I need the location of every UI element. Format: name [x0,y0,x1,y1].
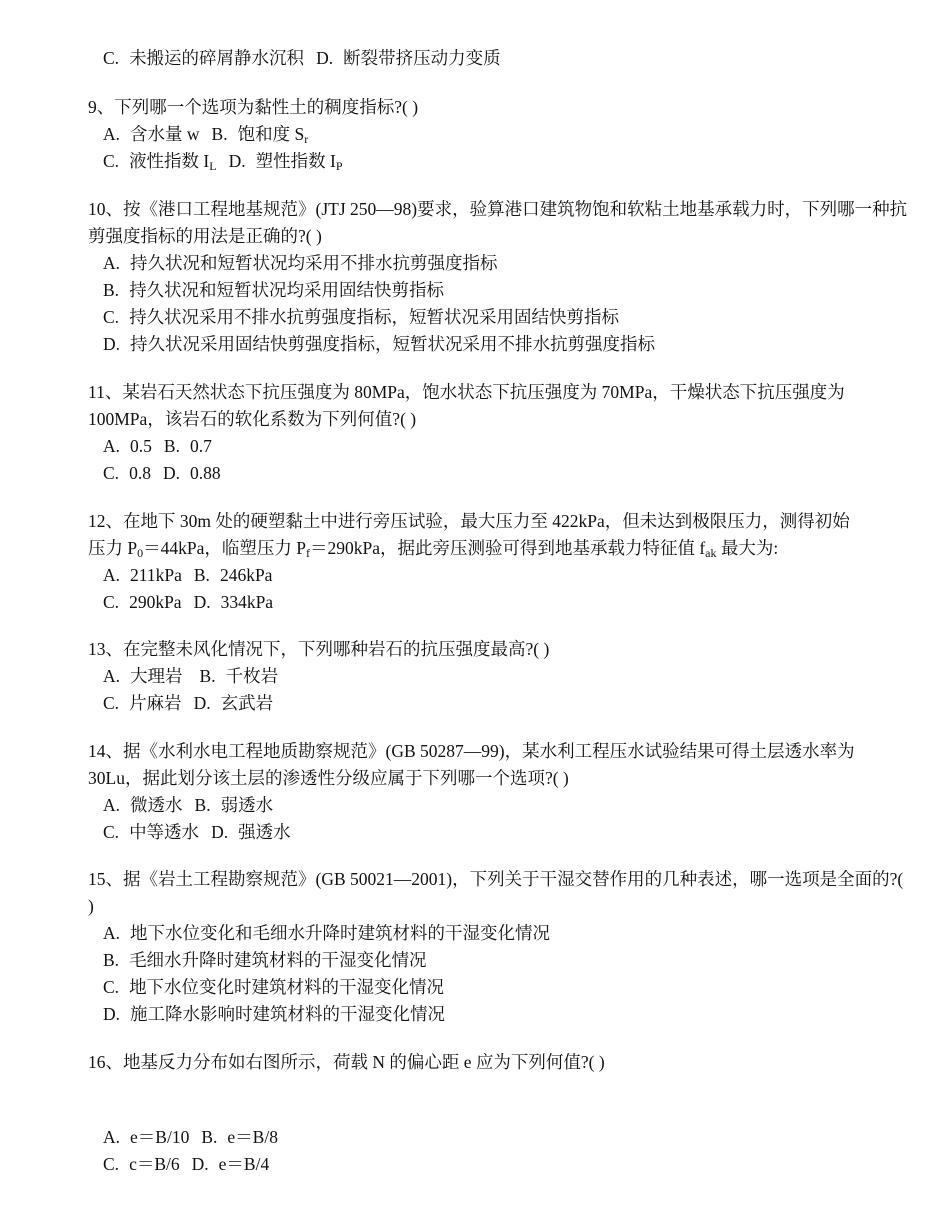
q10-option-d [103,331,655,358]
option-label: A. [103,666,121,686]
option-label: B. [201,1127,218,1147]
q8-options-cd [103,45,501,72]
subscript: ak [705,546,717,560]
option-text: 地下水位变化和毛细水升降时建筑材料的干湿变化情况 [130,923,551,943]
option-label: A. [103,565,121,585]
option-text: 0.8 [129,463,151,483]
q14-options-ab [103,792,273,819]
option-text: 含水量 w [130,124,200,144]
option-label: D. [193,693,211,713]
stem-part: 压力 P [88,538,138,558]
option-label: D. [103,334,121,354]
option-label: B. [194,795,211,815]
q15-option-b [103,947,427,974]
stem-part: ＝290kPa，据此旁压测验可得到地基承载力特征值 f [309,538,706,558]
q11-options-ab [103,433,212,460]
q14-options-cd [103,819,291,846]
option-label: A. [103,436,121,456]
option-text: e＝B/4 [218,1154,270,1174]
option-label: C. [103,151,120,171]
q15-stem: 15、据《岩土工程勘察规范》(GB 50021—2001)，下列关于干湿交替作用的几种表述，哪一选项是全面的?( ) [88,869,904,916]
option-label: B. [199,666,216,686]
option-label: D. [162,463,180,483]
option-text: 大理岩 [130,666,183,686]
option-text: 0.5 [130,436,152,456]
option-label: A. [103,124,121,144]
q12-options-ab [103,562,272,589]
option-text: 塑性指数 I [255,151,336,171]
option-text: 中等透水 [129,822,200,842]
option-label: B. [103,280,120,300]
stem-part: 最大为: [716,538,779,558]
option-text: 持久状况采用不排水抗剪强度指标，短暂状况采用固结快剪指标 [129,307,620,327]
option-text: 290kPa [129,592,182,612]
q14-stem: 14、据《水利水电工程地质勘察规范》(GB 50287—99)，某水利工程压水试验结果可得土层透水率为 30Lu，据此划分该土层的渗透性分级应属于下列哪一个选项?( ) [88,741,855,788]
option-label: D. [316,48,334,68]
q10-option-c [103,304,619,331]
option-text: 液性指数 I [129,151,210,171]
option-label: A. [103,923,121,943]
option-text: 0.88 [189,463,221,483]
option-text: 强透水 [238,822,291,842]
q9-options-cd [103,148,343,175]
option-text: c＝B/6 [129,1154,180,1174]
q11-stem: 11、某岩石天然状态下抗压强度为 80MPa，饱水状态下抗压强度为 70MPa，干燥状态下抗压强度为 100MPa，该岩石的软化系数为下列何值?( ) [88,382,845,429]
q10-stem: 10、按《港口工程地基规范》(JTJ 250—98)要求，验算港口建筑物饱和软粘土地基承载力时，下列哪一种抗剪强度指标的用法是正确的?( ) [88,199,908,246]
q12-stem-line1: 12、在地下 30m 处的硬塑黏土中进行旁压试验，最大压力至 422kPa，但未达到极限压力，测得初始 [88,511,850,531]
option-text: 211kPa [130,565,182,585]
option-label: B. [193,565,210,585]
subscript: r [304,132,309,146]
option-label: C. [103,1154,120,1174]
q10-option-a [103,250,498,277]
stem-part: ＝44kPa，临塑压力 P [143,538,306,558]
option-label: D. [103,1004,121,1024]
option-text: 千枚岩 [225,666,279,686]
option-label: D. [211,822,229,842]
option-label: A. [103,795,121,815]
option-label: C. [103,307,120,327]
option-text: 334kPa [220,592,274,612]
option-text: 毛细水升降时建筑材料的干湿变化情况 [129,950,427,970]
q13-stem: 13、在完整未风化情况下，下列哪种岩石的抗压强度最高?( ) [88,639,550,659]
option-text: 未搬运的碎屑静水沉积 [129,48,305,68]
option-label: D. [193,592,211,612]
option-text: 0.7 [189,436,212,456]
option-text: 地下水位变化时建筑材料的干湿变化情况 [129,977,445,997]
option-label: B. [163,436,180,456]
option-text: 玄武岩 [220,693,274,713]
q16-options-ab [103,1124,278,1151]
option-text: 片麻岩 [129,693,182,713]
option-label: C. [103,977,120,997]
q10-option-b [103,277,444,304]
option-text: 施工降水影响时建筑材料的干湿变化情况 [130,1004,446,1024]
option-text: 饱和度 S [237,124,305,144]
q12-stem-line2 [88,535,778,562]
subscript: P [335,159,343,173]
q16-stem: 16、地基反力分布如右图所示，荷载 N 的偏心距 e 应为下列何值?( ) [88,1052,605,1072]
q13-options-ab [103,663,278,690]
option-label: D. [191,1154,209,1174]
q9-options-ab [103,121,308,148]
option-label: C. [103,592,120,612]
option-label: D. [228,151,246,171]
option-label: A. [103,1127,121,1147]
q16-options-cd [103,1151,269,1178]
q13-options-cd [103,690,273,717]
option-label: B. [211,124,228,144]
q11-options-cd [103,460,221,487]
option-label: B. [103,950,120,970]
option-label: C. [103,463,120,483]
option-text: 持久状况和短暂状况均采用不排水抗剪强度指标 [130,253,498,273]
option-text: 持久状况和短暂状况均采用固结快剪指标 [129,280,445,300]
option-text: 弱透水 [220,795,274,815]
option-text: e＝B/10 [130,1127,190,1147]
subscript: L [209,159,217,173]
option-text: 微透水 [130,795,183,815]
option-label: A. [103,253,121,273]
q9-stem: 9、下列哪一个选项为黏性土的稠度指标?( ) [88,97,419,117]
option-text: 持久状况采用固结快剪强度指标，短暂状况采用不排水抗剪强度指标 [130,334,656,354]
subscript: 0 [137,546,144,560]
option-text: e＝B/8 [227,1127,278,1147]
option-label: C. [103,693,120,713]
option-text: 246kPa [219,565,273,585]
subscript: f [305,546,310,560]
q15-option-c [103,974,444,1001]
q12-options-cd [103,589,273,616]
q15-option-a [103,920,550,947]
option-label: C. [103,48,120,68]
q15-option-d [103,1001,445,1028]
option-label: C. [103,822,120,842]
option-text: 断裂带挤压动力变质 [343,48,501,68]
